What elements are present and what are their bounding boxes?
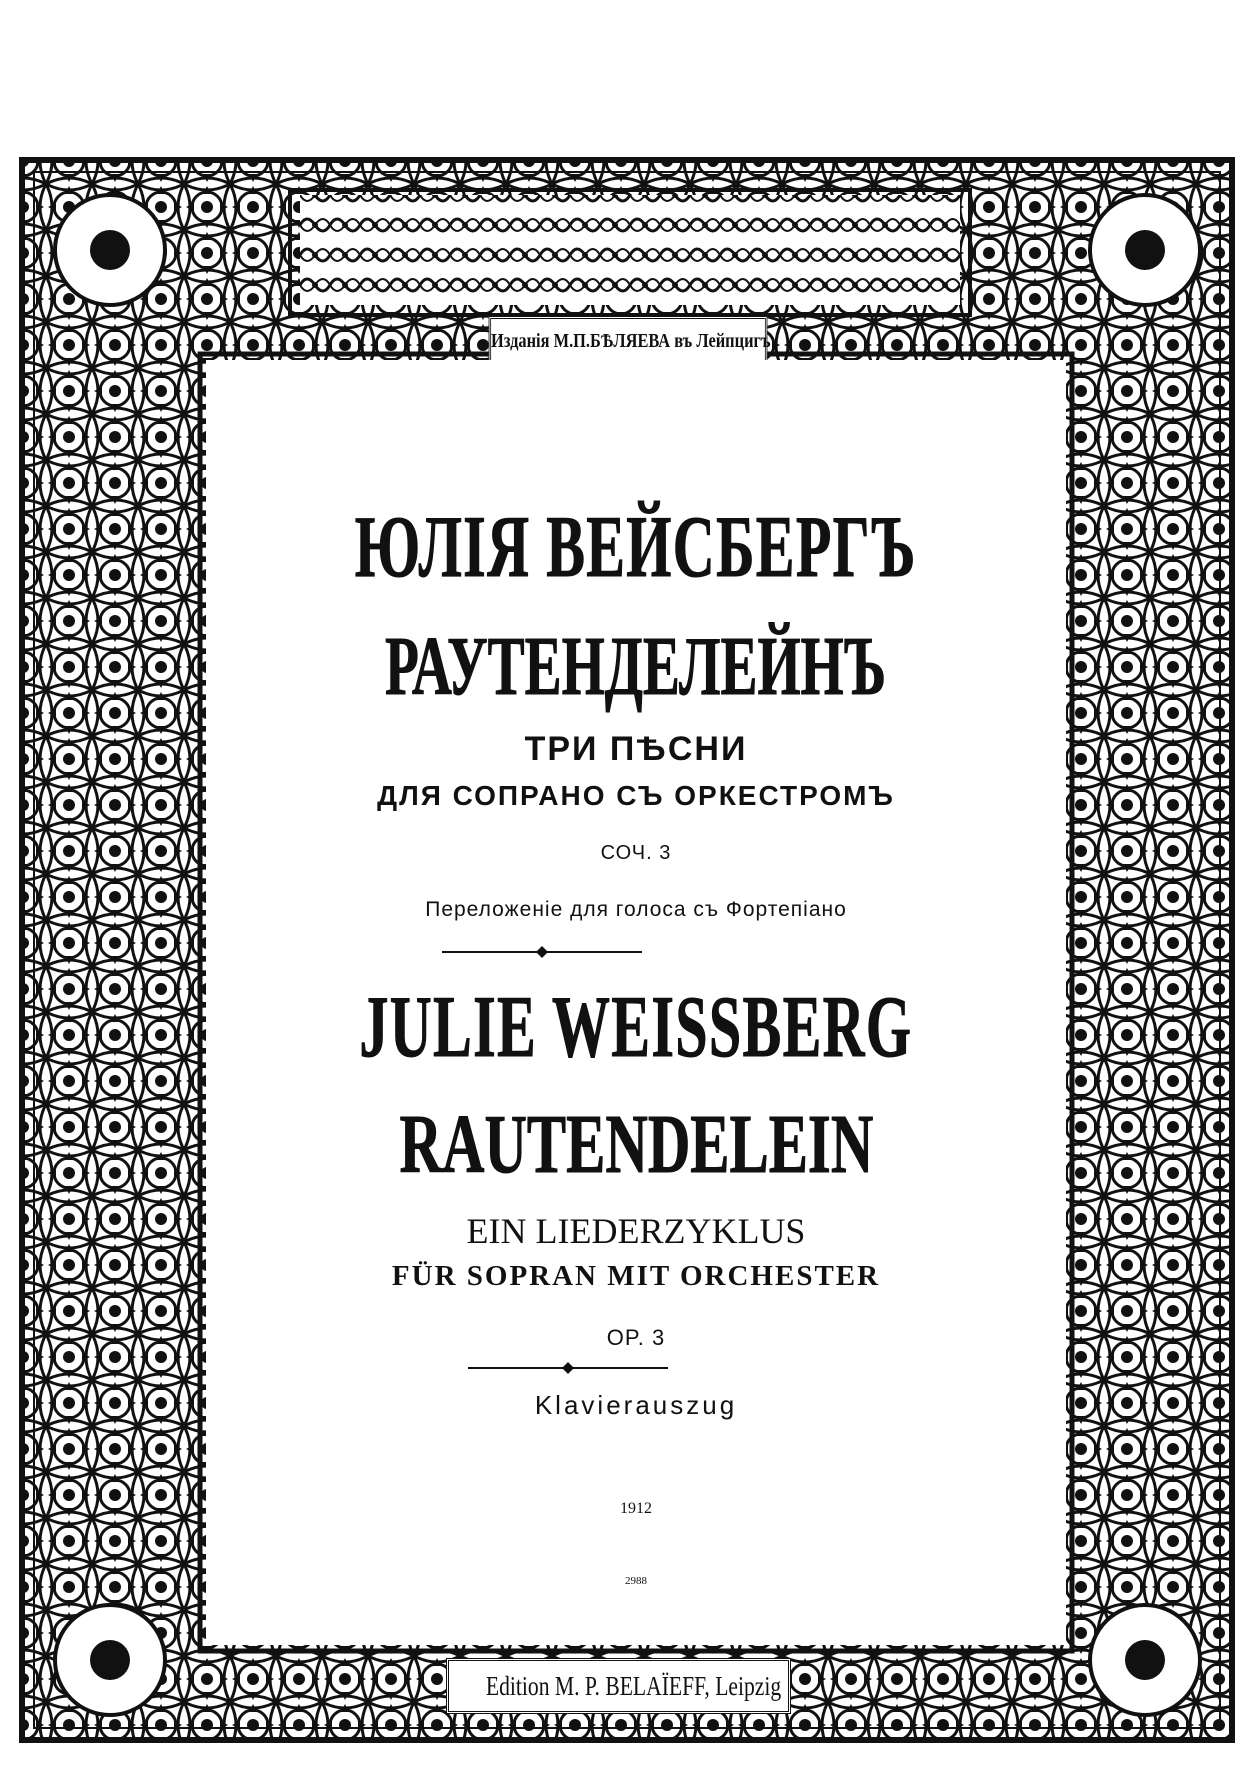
subtitle-german-1: EIN LIEDERZYKLUS xyxy=(466,1211,806,1251)
subtitle-russian-2: ДЛЯ СОПРАНО СЪ ОРКЕСТРОМЪ xyxy=(377,780,895,811)
publisher-cartouche-top xyxy=(489,316,771,366)
publisher-top-text: Изданiя М.П.БѢЛЯЕВА въ Лейпцигъ xyxy=(491,330,771,352)
work-title-german: RAUTENDELEIN xyxy=(399,1098,873,1191)
divider-rule-2 xyxy=(468,1361,668,1375)
arrangement-russian: Переложенiе для голоса съ Фортепiано xyxy=(425,898,847,921)
publisher-bottom-text: Edition M. P. BELAÏEFF, Leipzig xyxy=(485,1671,782,1701)
composer-name-russian: ЮЛIЯ ВЕЙСБЕРГЪ xyxy=(355,499,917,596)
vocal-score-label: Klavierauszug xyxy=(534,1390,738,1420)
publication-year: 1912 xyxy=(620,1500,652,1517)
opus-german: OP. 3 xyxy=(606,1325,666,1350)
subtitle-russian-1: ТРИ ПѢСНИ xyxy=(524,730,748,768)
work-title-russian: РАУТЕНДЕЛЕЙНЪ xyxy=(385,620,887,713)
title-area xyxy=(206,360,1066,1645)
publisher-cartouche-bottom xyxy=(446,1658,791,1714)
opus-russian: СОЧ. 3 xyxy=(600,842,672,864)
composer-name-german: JULIE WEISSBERG xyxy=(359,979,913,1076)
subtitle-german-2: FÜR SOPRAN MIT ORCHESTER xyxy=(391,1260,881,1292)
plate-number: 2988 xyxy=(625,1575,647,1587)
divider-rule-1 xyxy=(442,945,642,959)
